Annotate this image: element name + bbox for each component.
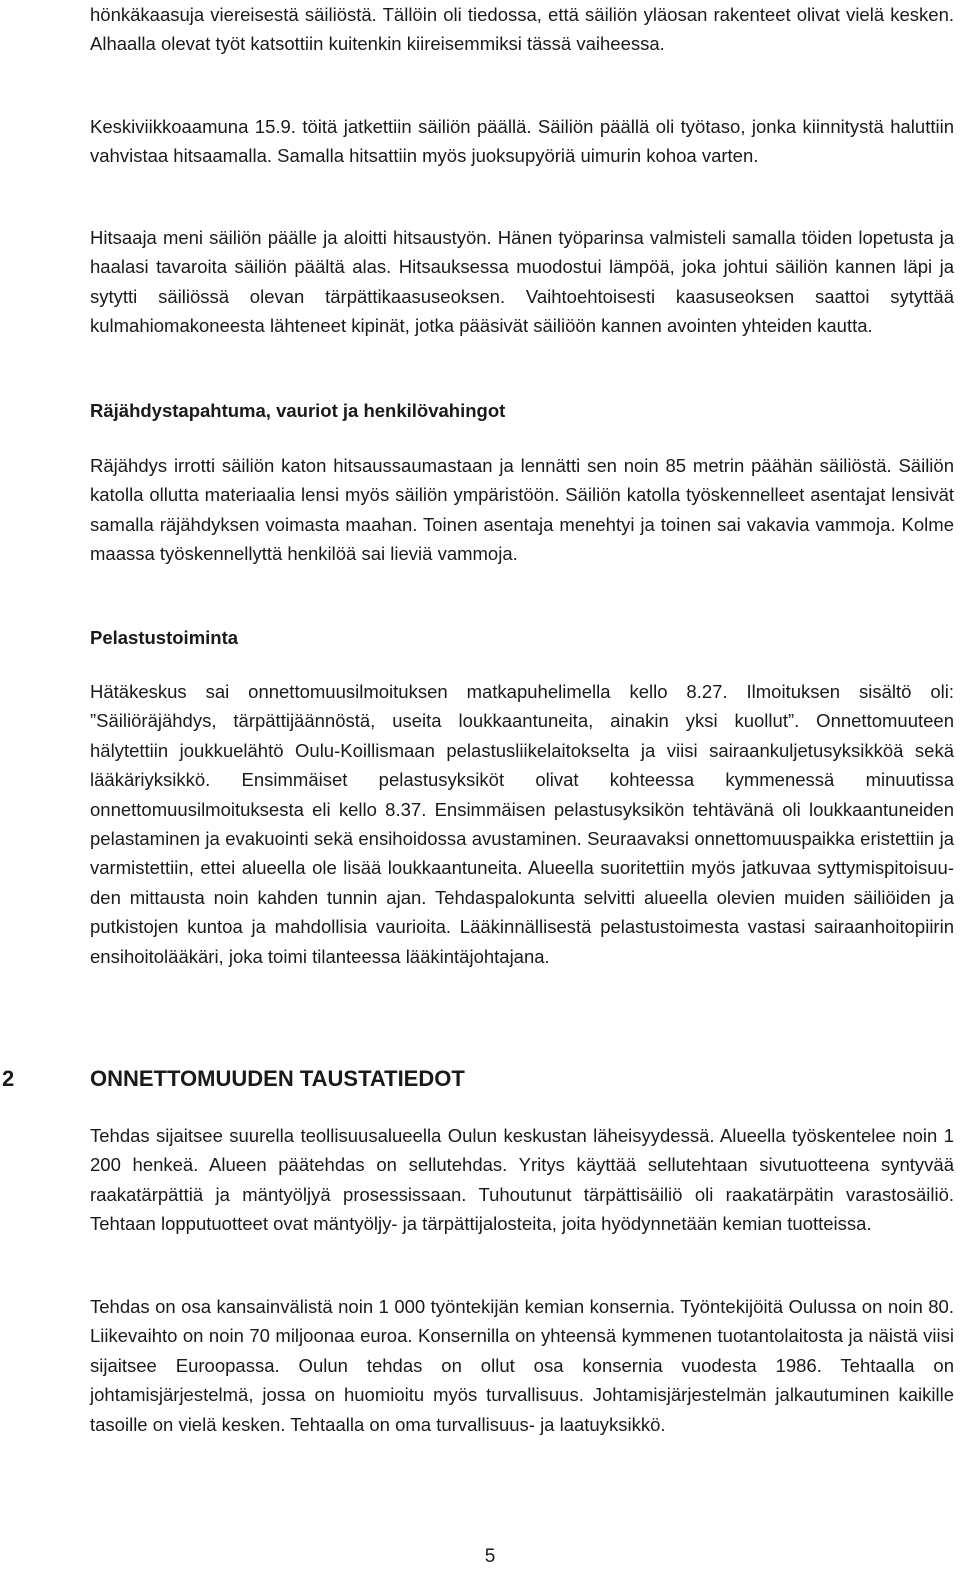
paragraph-intro: hönkäkaasuja viereisestä säiliöstä. Tällöin oli tiedossa, että säiliön yläosan rakenteet olivat vielä kesken. Alhaalla olevat työt katsottiin kuitenkin kiireisemmiksi tässä vaiheessa. [90,4,954,55]
paragraph-corporation: Tehdas on osa kansainvälistä noin 1 000 työntekijän kemian konsernia. Työntekijöitä Oulussa on noin 80. Liikevaihto on noin 70 miljoonaa euroa. Konsernilla on yhteensä kymmenen tuotantolaitosta ja näistä viisi sijaitsee Euroopassa. Oulun tehdas on ollut osa konsernia vuodesta 1986. Tehtaalla on johtamisjärjestelmä, jossa on huomioitu myös turvallisuus. Johtamisjärjestelmän jalkautuminen kaikille tasoille on vielä kesken. Tehtaalla on oma turvallisuus- ja laatuyksikkö. [90,1296,954,1435]
chapter-heading [0,1062,960,1096]
paragraph-explosion: Räjähdys irrotti säiliön katon hitsaussaumastaan ja lennätti sen noin 85 metrin päähän säiliöstä. Säiliön katolla ollutta materiaalia lensi myös säiliön ympäristöön. Säiliön katolla työskennelleet asentajat lensivät samalla räjähdyksen voimasta maahan. Toinen asentaja menehtyi ja toinen sai vakavia vammoja. Kolme maassa työskennellyttä henkilöä sai lieviä vammoja. [90,455,954,565]
paragraph-rescue: Hätäkeskus sai onnettomuusilmoituksen matkapuhelimella kello 8.27. Ilmoituksen sisältö oli: ”Säiliöräjähdys, tärpättijäännöstä, useita loukkaantuneita, ainakin yksi kuollut”. Onnettomuuteen hälytettiin joukkuelähtö Oulu-Koillismaan pelastusliikelaitokselta ja viisi sairaankuljetusyksikköä sekä lääkäriyksikkö. Ensimmäiset pelastusyksiköt olivat kohteessa kymmenessä minuutissa onnettomuusilmoituksesta eli kello 8.37. Ensimmäisen pelastusyksikön tehtävänä oli loukkaantuneiden pelastaminen ja evakuointi sekä ensihoidossa avustaminen. Seuraavaksi onnettomuuspaikka eristettiin ja varmistettiin, ettei alueella ole lisää loukkaantuneita. Alueella suoritettiin myös jatkuvaa syttymispitoisuuden mittausta noin kahden tunnin ajan. Tehdaspalokunta selvitti alueella olevien muiden säiliöiden ja putkistojen kuntoa ja mahdollisia vaurioita. Lääkinnällisestä pelastustoimesta vastasi sairaanhoitopiirin ensihoitolääkäri, joka toimi tilanteessa lääkintäjohtajana. [90,681,954,967]
paragraph-factory: Tehdas sijaitsee suurella teollisuusalueella Oulun keskustan läheisyydessä. Alueella työskentelee noin 1 200 henkeä. Alueen päätehdas on sellutehdas. Yritys käyttää sellutehtaan sivutuotteena syntyvää raakatärpättiä ja mäntyöljyä prosessissaan. Tuhoutunut tärpättisäiliö oli raakatärpätin varastosäiliö. Tehtaan lopputuotteet ovat mäntyöljy- ja tärpättijalosteita, joita hyödynnetään kemian tuotteissa. [90,1125,954,1235]
page-number: 5 [484,1546,496,1567]
chapter-title: ONNETTOMUUDEN TAUSTATIEDOT [90,1066,465,1091]
paragraph-welding-ignition: Hitsaaja meni säiliön päälle ja aloitti hitsaustyön. Hänen työparinsa valmisteli samalla töiden lopetusta ja haalasi tavaroita säiliön päältä alas. Hitsauksessa muodostui lämpöä, joka johtui säiliön kannen läpi ja sytytti säiliössä olevan tärpättikaasuseoksen. Vaihtoehtoisesti kaasuseoksen saattoi sytyttää kulmahiomakoneesta lähteneet kipinät, jotka pääsivät säiliöön kannen avointen yhteiden kautta. [90,227,954,337]
chapter-number: 2 [2,1066,15,1091]
paragraph-wednesday-work: Keskiviikkoaamuna 15.9. töitä jatkettiin säiliön päällä. Säiliön päällä oli työtaso, jonka kiinnitystä haluttiin vahvistaa hitsaamalla. Samalla hitsattiin myös juoksupyöriä uimurin kohoa varten. [90,116,954,167]
heading-explosion-damages: Räjähdystapahtuma, vauriot ja henkilövahingot [90,400,506,421]
heading-rescue-operations: Pelastustoiminta [90,627,239,648]
